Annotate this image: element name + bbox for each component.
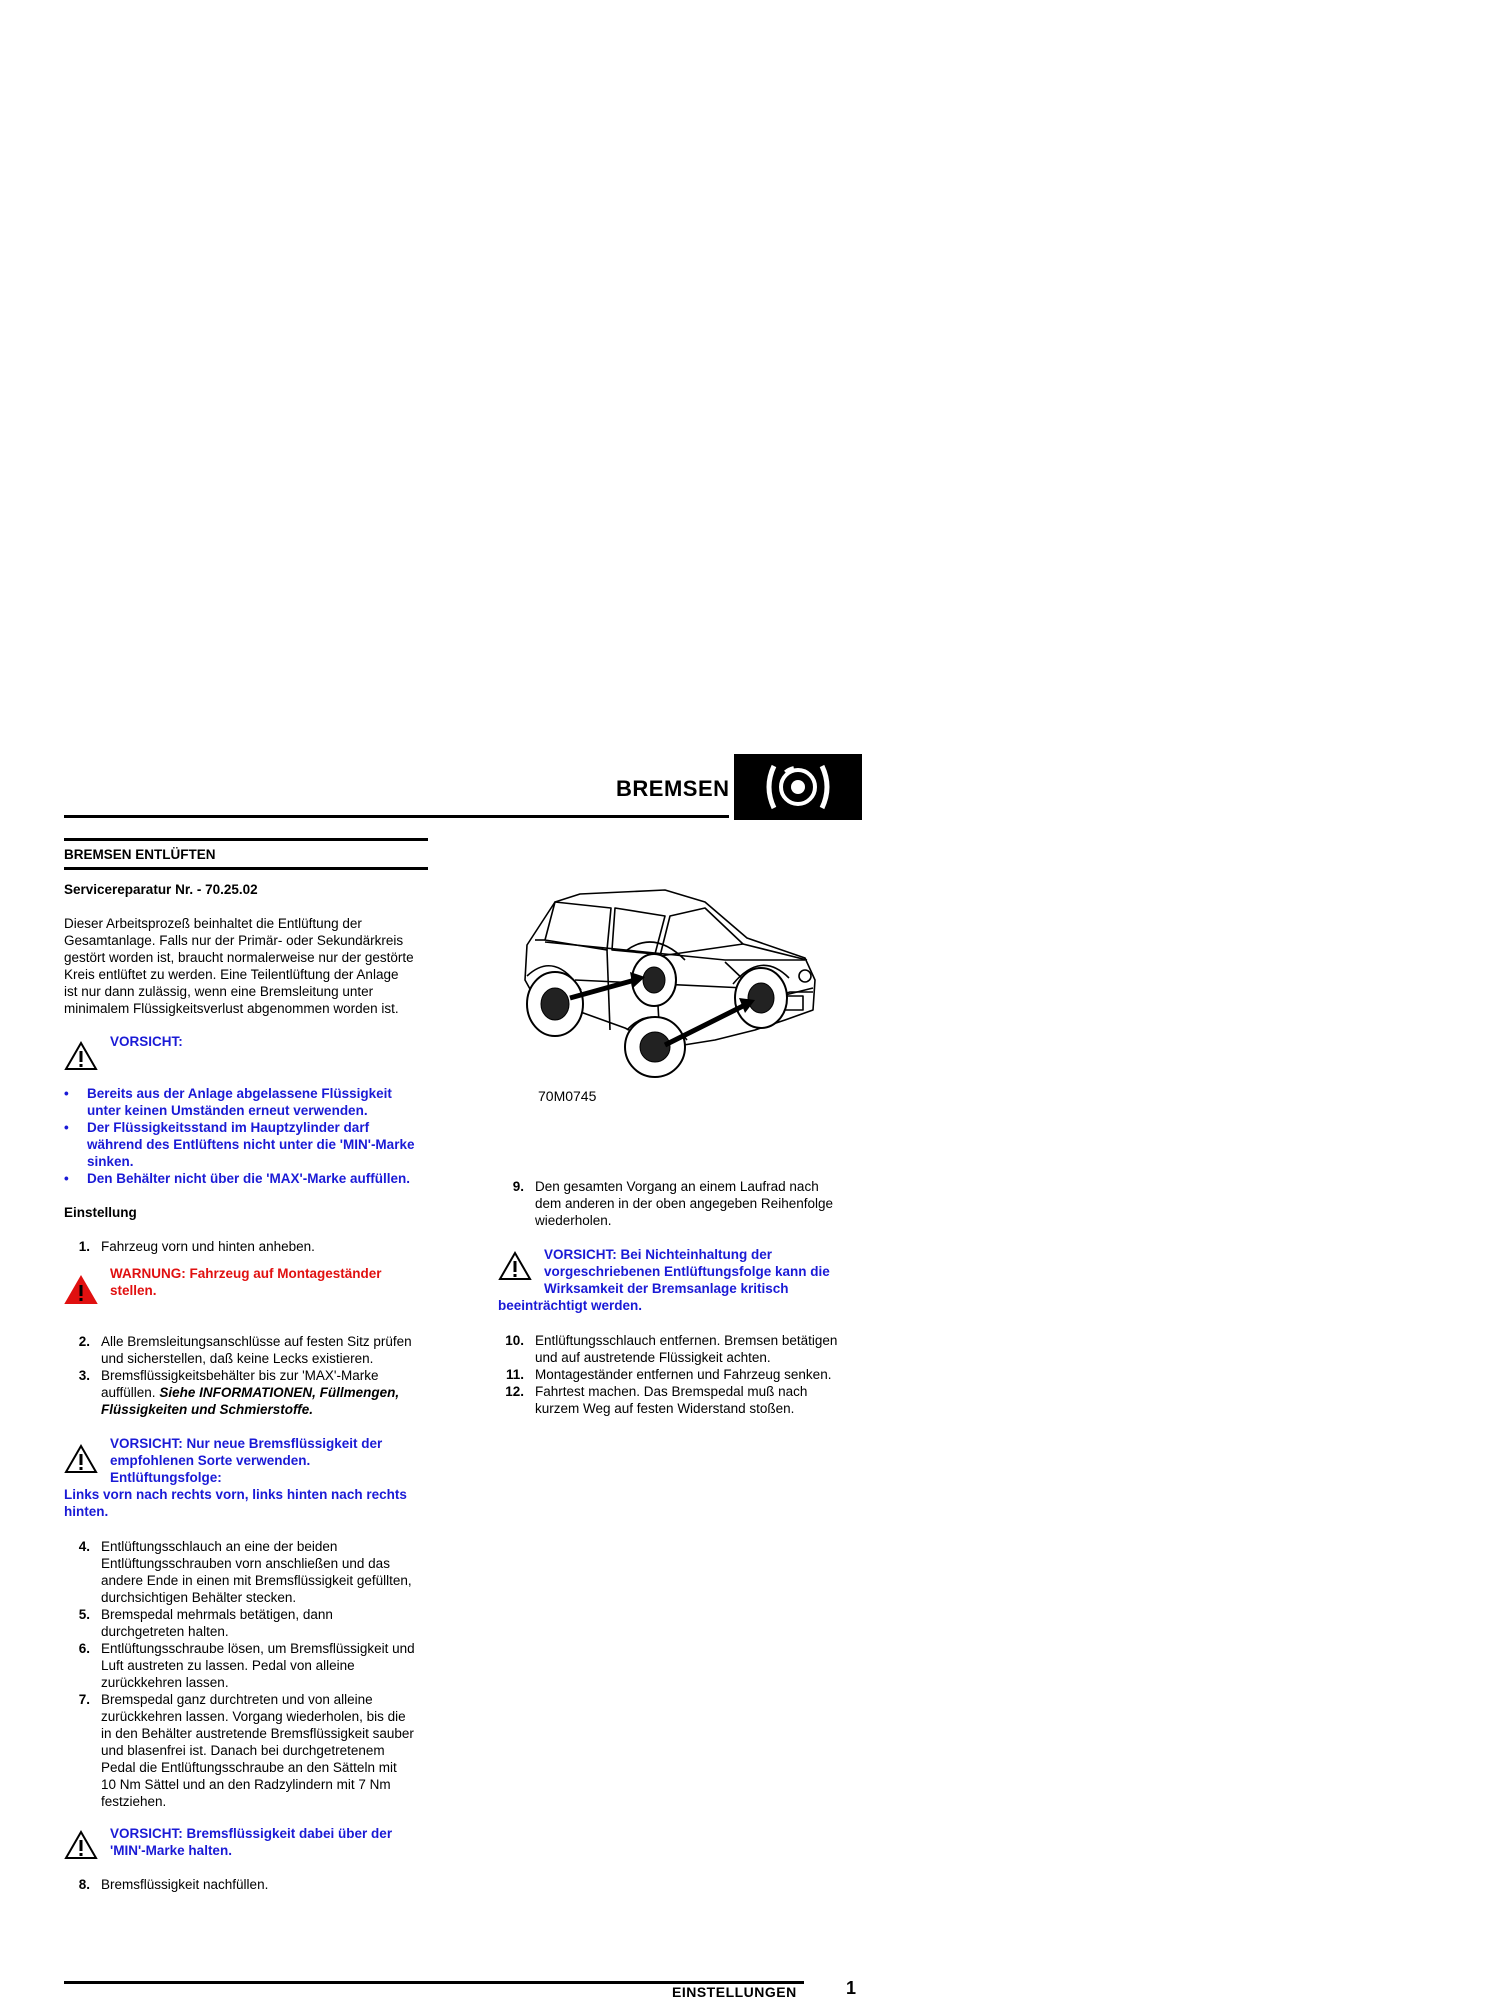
intro-line: minimalem Flüssigkeitsverlust abgenommen worden ist. <box>64 1001 399 1016</box>
intro-line: Gesamtanlage. Falls nur der Primär- oder Sekundärkreis <box>64 933 404 948</box>
step-item: 2. Alle Bremsleitungsanschlüsse auf festen Sitz prüfen und sicherstellen, daß keine Lecks existieren. <box>78 1334 412 1366</box>
footer-chapter: EINSTELLUNGEN <box>672 1984 797 2000</box>
step-item: 12. Fahrtest machen. Das Bremspedal muß nach kurzem Weg auf festen Widerstand stoßen. <box>505 1384 808 1416</box>
steps-9 <box>498 1178 878 1229</box>
figure-label: 70M0745 <box>538 1088 597 1104</box>
step-item: 3. Bremsflüssigkeitsbehälter bis zur 'MAX'-Marke auffüllen. Siehe INFORMATIONEN, Füllmengen, Flüssigkeiten und Schmierstoffe. <box>64 1367 444 1418</box>
step-item: 8. Bremsflüssigkeit nachfüllen. <box>78 1877 269 1892</box>
caution-triangle-icon <box>64 1041 98 1071</box>
cross-reference[interactable]: Siehe INFORMATIONEN, Füllmengen, <box>159 1385 400 1400</box>
step-item: 10. Entlüftungsschlauch entfernen. Bremsen betätigen und auf austretende Flüssigkeit achten. <box>505 1333 838 1365</box>
caution-label: VORSICHT: <box>110 1034 183 1049</box>
caution-triangle-icon <box>498 1251 532 1281</box>
steps-8 <box>64 1876 444 1893</box>
service-number: Servicereparatur Nr. - 70.25.02 <box>64 882 258 897</box>
page-heading: BREMSEN ENTLÜFTEN <box>64 847 216 862</box>
warning-line: stellen. <box>110 1283 157 1298</box>
step-item: 7. Bremspedal ganz durchtreten und von alleine zurückkehren lassen. Vorgang wiederholen, bis die in den Behälter austretende Bremsflüssigkeit sauber und blasenfrei ist. Danach bei durchgetretenem Pedal die Entlüftungsschraube an den Sätteln mit 10 Nm Sättel und an den Radzylindern mit 7 Nm festziehen. <box>78 1692 414 1809</box>
cross-reference[interactable]: Flüssigkeiten und Schmierstoffe. <box>101 1402 314 1417</box>
page-number: 1 <box>846 1978 857 1998</box>
section-title: BREMSEN <box>616 776 730 801</box>
warning-note <box>64 1265 444 1299</box>
step-item: 5. Bremspedal mehrmals betätigen, dann durchgetreten halten. <box>78 1607 333 1639</box>
heading-rule-top <box>64 838 428 841</box>
steps-4-7 <box>64 1538 444 1810</box>
step-item: 11. Montageständer entfernen und Fahrzeug senken. <box>505 1367 832 1382</box>
step-item: 1. Fahrzeug vorn und hinten anheben. <box>78 1239 315 1254</box>
warning-line: WARNUNG: Fahrzeug auf Montageständer <box>110 1266 382 1281</box>
bullet-item: • Bereits aus der Anlage abgelassene Flüssigkeit unter keinen Umständen erneut verwenden. <box>64 1086 392 1118</box>
subheading: Einstellung <box>64 1205 137 1220</box>
steps-1 <box>64 1238 444 1255</box>
step-item: 9. Den gesamten Vorgang an einem Laufrad nach dem anderen in der oben angegeben Reihenfolge wiederholen. <box>512 1179 833 1228</box>
bullet-item: • Den Behälter nicht über die 'MAX'-Marke auffüllen. <box>64 1171 410 1186</box>
intro-line: gestört worden ist, braucht normalerweise nur der gestörte <box>64 950 414 965</box>
caution-note: VORSICHT: Bei Nichteinhaltung der vorgeschriebenen Entlüftungsfolge kann die Wirksamkeit der Bremsanlage kritisch beeinträchtigt werden. <box>498 1247 830 1313</box>
caution-bullets <box>64 1085 444 1187</box>
caution-note: VORSICHT: Bremsflüssigkeit dabei über der 'MIN'-Marke halten. <box>64 1825 444 1859</box>
warning-triangle-icon <box>64 1275 98 1305</box>
caution-note <box>64 1033 444 1050</box>
steps-2-3 <box>64 1333 444 1418</box>
caution-triangle-icon <box>64 1444 98 1474</box>
bullet-item: • Der Flüssigkeitsstand im Hauptzylinder darf während des Entlüftens nicht unter die 'MIN'-Marke sinken. <box>64 1120 415 1169</box>
caution-note: VORSICHT: Nur neue Bremsflüssigkeit der empfohlenen Sorte verwenden. Entlüftungsfolge: Links vorn nach rechts vorn, links hinten nach rechts hinten. <box>64 1436 407 1519</box>
steps-10-12 <box>498 1332 878 1417</box>
intro-line: Dieser Arbeitsprozeß beinhaltet die Entlüftung der <box>64 916 362 931</box>
caution-triangle-icon <box>64 1830 98 1860</box>
brake-disc-icon <box>734 754 862 820</box>
heading-rule-bottom <box>64 867 428 870</box>
intro-line: ist nur dann zulässig, wenn eine Bremsleitung unter <box>64 984 374 999</box>
intro-paragraph <box>64 915 444 1017</box>
step-item: 6. Entlüftungsschraube lösen, um Bremsflüssigkeit und Luft austreten zu lassen. Pedal von alleine zurückkehren lassen. <box>78 1641 415 1690</box>
step-item: 4. Entlüftungsschlauch an eine der beiden Entlüftungsschrauben vorn anschließen und das andere Ende in einen mit Bremsflüssigkeit gefüllten, durchsichtigen Behälter stecken. <box>78 1539 412 1605</box>
header-rule <box>64 815 729 818</box>
intro-line: Kreis entlüftet zu werden. Eine Teilentlüftung der Anlage <box>64 967 399 982</box>
vehicle-illustration <box>515 880 825 1080</box>
